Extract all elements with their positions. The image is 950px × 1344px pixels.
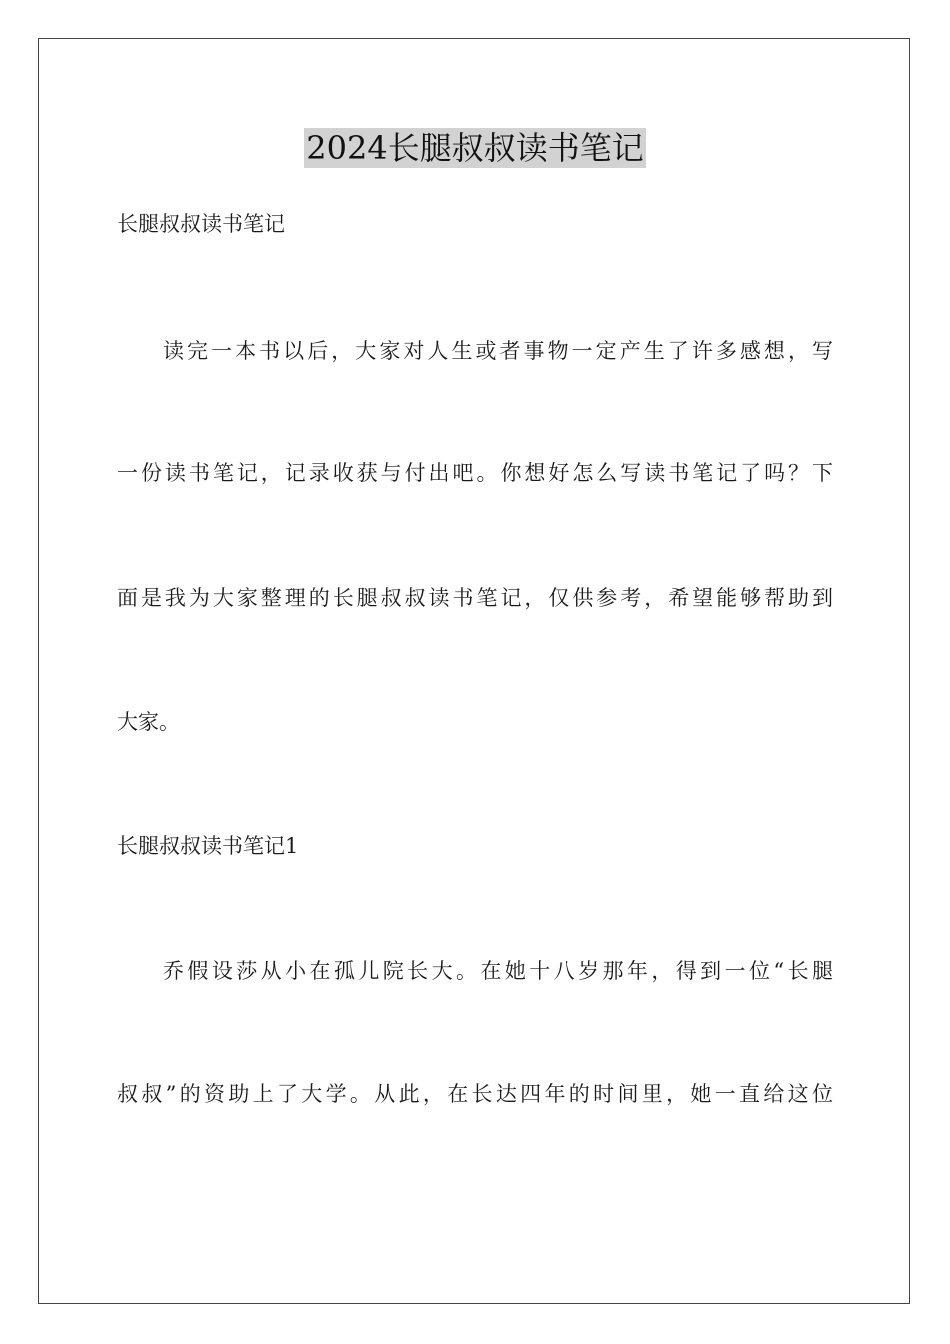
intro-line: 一份读书笔记，记录收获与付出吧。你想好怎么写读书笔记了吗？下 [117, 461, 833, 485]
intro-line: 读完一本书以后，大家对人生或者事物一定产生了许多感想，写 [163, 339, 833, 363]
section-line: 乔假设莎从小在孤儿院长大。在她十八岁那年，得到一位“长腿 [163, 959, 833, 983]
section-line: 叔叔”的资助上了大学。从此，在长达四年的时间里，她一直给这位 [117, 1082, 833, 1106]
document-title: 2024长腿叔叔读书笔记 [306, 129, 644, 167]
section-heading: 长腿叔叔读书笔记1 [117, 834, 299, 858]
document-heading: 长腿叔叔读书笔记 [117, 212, 285, 236]
intro-line: 大家。 [117, 710, 180, 734]
title-container [0, 128, 950, 168]
intro-line: 面是我为大家整理的长腿叔叔读书笔记，仅供参考，希望能够帮助到 [117, 586, 833, 610]
